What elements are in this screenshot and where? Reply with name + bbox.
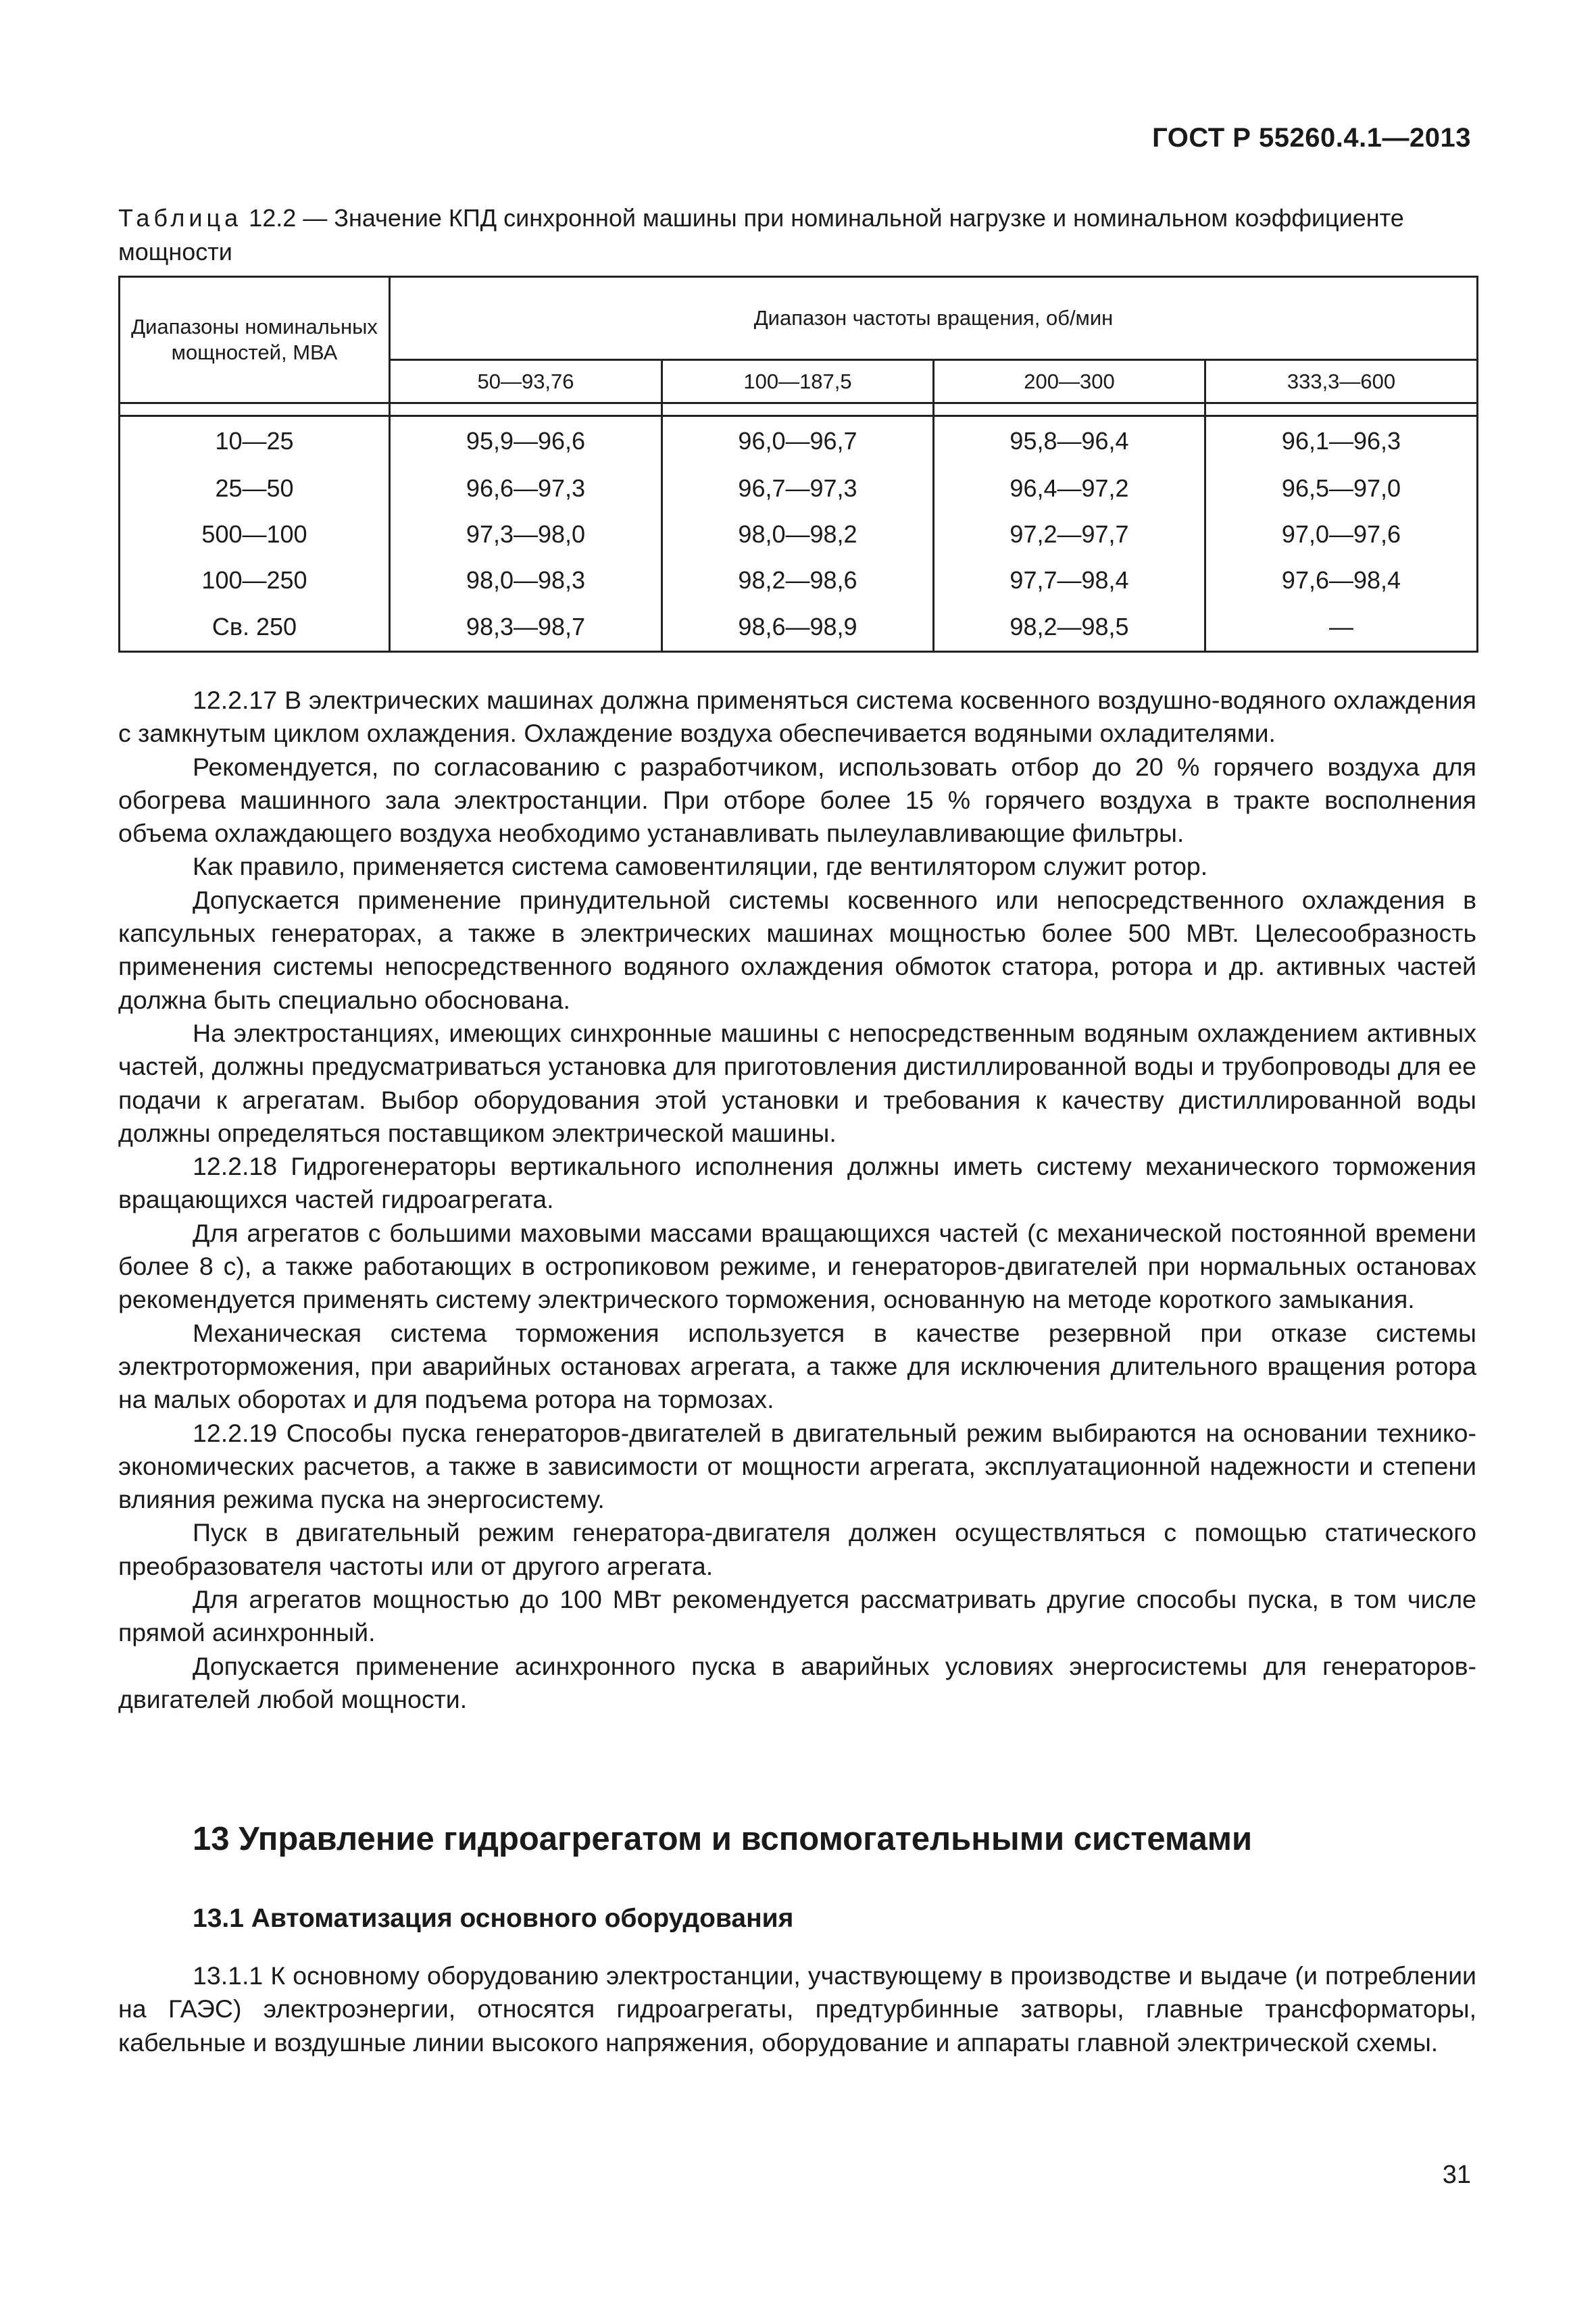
- paragraph: Допускается применение принудительной системы косвенного или непосредственного охлаждения в капсульных генераторах, а также в электрических машинах мощностью более 500 МВт. Целесообразность применения системы непосредственного водяного охлаждения обмоток статора, ротора и др. активных частей должна быть специально обоснована.: [118, 885, 1476, 1014]
- table-cell: 97,7—98,4: [934, 557, 1205, 603]
- table-cell: 98,2—98,6: [662, 557, 934, 603]
- table-cell: 96,0—96,7: [662, 416, 934, 466]
- efficiency-table: [118, 276, 1478, 653]
- table-cell: 95,9—96,6: [390, 416, 662, 466]
- page-number: 31: [1442, 2161, 1471, 2189]
- table-cell: 96,7—97,3: [662, 466, 934, 511]
- table-cell: 500—100: [120, 511, 390, 557]
- table-cell: 97,3—98,0: [390, 511, 662, 557]
- table-cell: 96,4—97,2: [934, 466, 1205, 511]
- table-cell: 98,3—98,7: [390, 603, 662, 652]
- table-cell: 97,6—98,4: [1205, 557, 1478, 603]
- section-body-text: [118, 1959, 1476, 2059]
- header-power-range: Диапазоны номинальных мощностей, МВА: [120, 277, 390, 403]
- table-cell: 100—250: [120, 557, 390, 603]
- table-cell: 25—50: [120, 466, 390, 511]
- table-cell: 98,0—98,3: [390, 557, 662, 603]
- table-cell: 96,6—97,3: [390, 466, 662, 511]
- table-cell: 98,0—98,2: [662, 511, 934, 557]
- table-caption-word: Таблица: [118, 204, 243, 232]
- table-cell: 98,2—98,5: [934, 603, 1205, 652]
- table-row: [120, 557, 1478, 603]
- section-heading: 13 Управление гидроагрегатом и вспомогательными системами: [193, 1821, 1253, 1857]
- table-cell: 97,2—97,7: [934, 511, 1205, 557]
- table-caption-text: 12.2 — Значение КПД синхронной машины при номинальной нагрузке и номинальном коэффициенте мощности: [118, 204, 1404, 266]
- paragraph: Пуск в двигательный режим генератора-двигателя должен осуществляться с помощью статического преобразователя частоты или от другого агрегата.: [118, 1518, 1476, 1580]
- standard-code: ГОСТ Р 55260.4.1—2013: [1152, 123, 1471, 153]
- paragraph: Рекомендуется, по согласованию с разработчиком, использовать отбор до 20 % горячего воздуха для обогрева машинного зала электростанции. При отборе более 15 % горячего воздуха в тракте восполнения объема охлаждающего воздуха необходимо устанавливать пылеулавливающие фильтры.: [118, 752, 1476, 848]
- paragraph: 12.2.17 В электрических машинах должна применяться система косвенного воздушно-водяного охлаждения с замкнутым циклом охлаждения. Охлаждение воздуха обеспечивается водяными охладителями.: [118, 686, 1476, 748]
- table-row: [120, 466, 1478, 511]
- table-cell: 98,6—98,9: [662, 603, 934, 652]
- paragraph: Механическая система торможения используется в качестве резервной при отказе системы электроторможения, при аварийных остановах агрегата, а также для исключения длительного вращения ротора на малых оборотах и для подъема ротора на тормозах.: [118, 1318, 1476, 1414]
- table-cell: Св. 250: [120, 603, 390, 652]
- table-cell: 95,8—96,4: [934, 416, 1205, 466]
- table-cell: 96,5—97,0: [1205, 466, 1478, 511]
- paragraph: 13.1.1 К основному оборудованию электростанции, участвующему в производстве и выдаче (и потреблении на ГАЭС) электроэнергии, относятся гидроагрегаты, предтурбинные затворы, главные трансформаторы, кабельные и воздушные линии высокого напряжения, оборудование и аппараты главной электрической схемы.: [118, 1961, 1476, 2057]
- paragraph: Как правило, применяется система самовентиляции, где вентилятором служит ротор.: [193, 852, 1208, 881]
- table-cell: 97,0—97,6: [1205, 511, 1478, 557]
- subsection-heading: 13.1 Автоматизация основного оборудования: [193, 1904, 794, 1933]
- header-speed-col: 100—187,5: [662, 360, 934, 403]
- header-speed-col: 333,3—600: [1205, 360, 1478, 403]
- table-cell: —: [1205, 603, 1478, 652]
- paragraph: Допускается применение асинхронного пуска в аварийных условиях энергосистемы для генераторов-двигателей любой мощности.: [118, 1651, 1476, 1713]
- paragraph: 12.2.18 Гидрогенераторы вертикального исполнения должны иметь систему механического торможения вращающихся частей гидроагрегата.: [118, 1152, 1476, 1214]
- body-text: [118, 684, 1476, 1716]
- header-speed-col: 50—93,76: [390, 360, 662, 403]
- table-caption: [118, 201, 1476, 269]
- header-speed-col: 200—300: [934, 360, 1205, 403]
- paragraph: Для агрегатов с большими маховыми массами вращающихся частей (с механической постоянной времени более 8 с), а также работающих в остропиковом режиме, и генераторов-двигателей при нормальных остановах рекомендуется применять систему электрического торможения, основанную на методе короткого замыкания.: [118, 1218, 1476, 1314]
- table-cell: 10—25: [120, 416, 390, 466]
- table-cell: 96,1—96,3: [1205, 416, 1478, 466]
- header-speed-range: Диапазон частоты вращения, об/мин: [390, 277, 1478, 360]
- table-row: [120, 603, 1478, 652]
- paragraph: 12.2.19 Способы пуска генераторов-двигателей в двигательный режим выбираются на основании технико-экономических расчетов, а также в зависимости от мощности агрегата, эксплуатационной надежности и степени влияния режима пуска на энергосистему.: [118, 1418, 1476, 1514]
- table-row: [120, 416, 1478, 466]
- paragraph: Для агрегатов мощностью до 100 МВт рекомендуется рассматривать другие способы пуска, в том числе прямой асинхронный.: [118, 1585, 1476, 1647]
- paragraph: На электростанциях, имеющих синхронные машины с непосредственным водяным охлаждением активных частей, должны предусматриваться установка для приготовления дистиллированной воды и трубопроводы для ее подачи к агрегатам. Выбор оборудования этой установки и требования к качеству дистиллированной воды должны определяться поставщиком электрической машины.: [118, 1018, 1476, 1147]
- table-row: [120, 511, 1478, 557]
